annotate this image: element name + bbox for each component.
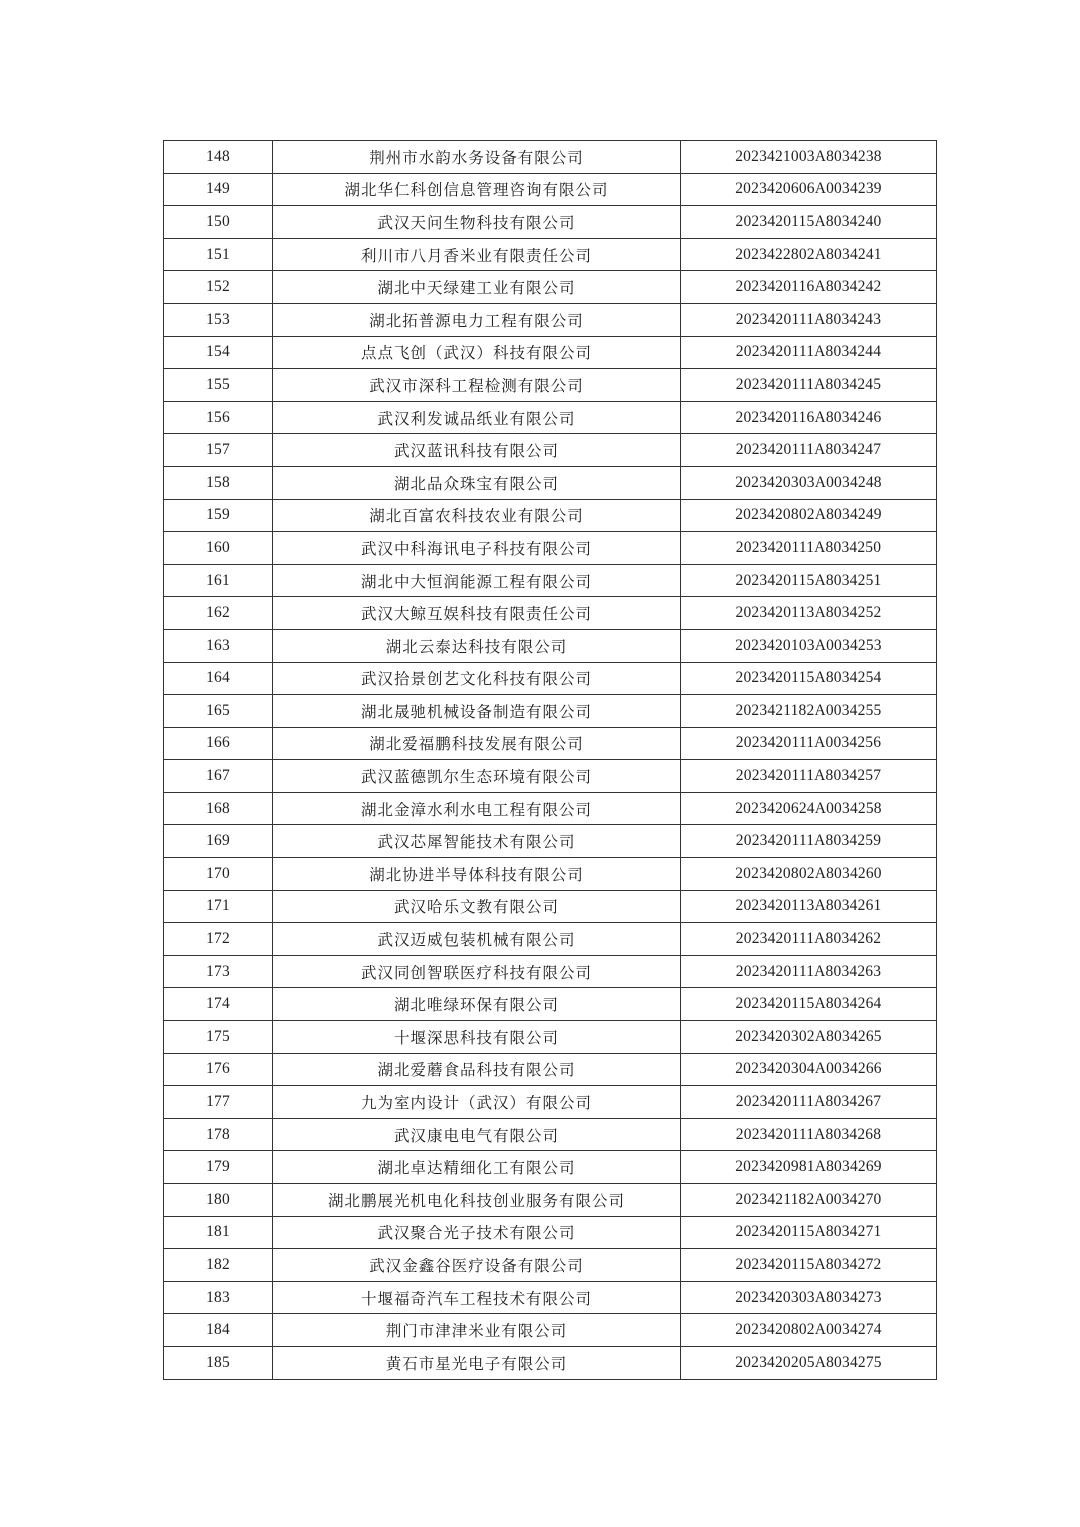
company-name-cell: 武汉市深科工程检测有限公司 <box>273 369 681 402</box>
company-name-cell: 湖北鹏展光机电化科技创业服务有限公司 <box>273 1184 681 1217</box>
row-number-cell: 161 <box>164 564 273 597</box>
company-name-cell: 武汉聚合光子技术有限公司 <box>273 1216 681 1249</box>
company-name-cell: 湖北晟驰机械设备制造有限公司 <box>273 695 681 728</box>
company-name-cell: 湖北唯绿环保有限公司 <box>273 988 681 1021</box>
company-name-cell: 点点飞创（武汉）科技有限公司 <box>273 336 681 369</box>
registration-code-cell: 2023420111A8034268 <box>681 1118 937 1151</box>
registration-code-cell: 2023420103A0034253 <box>681 629 937 662</box>
table-row <box>164 141 937 174</box>
registration-code-cell: 2023420303A8034273 <box>681 1281 937 1314</box>
company-name-cell: 利川市八月香米业有限责任公司 <box>273 238 681 271</box>
registration-code-cell: 2023420111A8034244 <box>681 336 937 369</box>
row-number-cell: 175 <box>164 1021 273 1054</box>
row-number-cell: 184 <box>164 1314 273 1347</box>
registration-code-cell: 2023420115A8034254 <box>681 662 937 695</box>
registration-code-cell: 2023420115A8034271 <box>681 1216 937 1249</box>
registration-code-cell: 2023420111A8034250 <box>681 532 937 565</box>
table-row <box>164 1151 937 1184</box>
table-row <box>164 1281 937 1314</box>
company-name-cell: 武汉同创智联医疗科技有限公司 <box>273 955 681 988</box>
company-name-cell: 武汉拾景创艺文化科技有限公司 <box>273 662 681 695</box>
company-name-cell: 湖北拓普源电力工程有限公司 <box>273 303 681 336</box>
table-row <box>164 532 937 565</box>
registration-code-cell: 2023420115A8034272 <box>681 1249 937 1282</box>
row-number-cell: 149 <box>164 173 273 206</box>
company-name-cell: 湖北爱福鹏科技发展有限公司 <box>273 727 681 760</box>
company-name-cell: 武汉中科海讯电子科技有限公司 <box>273 532 681 565</box>
table-row <box>164 564 937 597</box>
row-number-cell: 163 <box>164 629 273 662</box>
table-row <box>164 499 937 532</box>
table-row <box>164 1216 937 1249</box>
table-row <box>164 1021 937 1054</box>
row-number-cell: 174 <box>164 988 273 1021</box>
row-number-cell: 173 <box>164 955 273 988</box>
row-number-cell: 150 <box>164 206 273 239</box>
company-registry-table <box>163 140 937 1380</box>
row-number-cell: 170 <box>164 858 273 891</box>
table-row <box>164 1249 937 1282</box>
table-row <box>164 597 937 630</box>
table-row <box>164 173 937 206</box>
company-name-cell: 九为室内设计（武汉）有限公司 <box>273 1086 681 1119</box>
table-row <box>164 1346 937 1379</box>
row-number-cell: 155 <box>164 369 273 402</box>
registration-code-cell: 2023420113A8034252 <box>681 597 937 630</box>
table-row <box>164 336 937 369</box>
company-name-cell: 十堰深思科技有限公司 <box>273 1021 681 1054</box>
registration-code-cell: 2023420802A8034249 <box>681 499 937 532</box>
company-name-cell: 武汉天问生物科技有限公司 <box>273 206 681 239</box>
table-row <box>164 858 937 891</box>
table-row <box>164 955 937 988</box>
company-name-cell: 湖北中天绿建工业有限公司 <box>273 271 681 304</box>
registration-code-cell: 2023420113A8034261 <box>681 890 937 923</box>
row-number-cell: 151 <box>164 238 273 271</box>
row-number-cell: 182 <box>164 1249 273 1282</box>
row-number-cell: 171 <box>164 890 273 923</box>
registration-code-cell: 2023420624A0034258 <box>681 792 937 825</box>
row-number-cell: 162 <box>164 597 273 630</box>
registration-code-cell: 2023420111A8034263 <box>681 955 937 988</box>
table-row <box>164 629 937 662</box>
registration-code-cell: 2023420115A8034251 <box>681 564 937 597</box>
registration-code-cell: 2023420115A8034264 <box>681 988 937 1021</box>
registration-code-cell: 2023420981A8034269 <box>681 1151 937 1184</box>
row-number-cell: 167 <box>164 760 273 793</box>
table-row <box>164 662 937 695</box>
registration-code-cell: 2023421182A0034255 <box>681 695 937 728</box>
company-name-cell: 武汉哈乐文教有限公司 <box>273 890 681 923</box>
table-row <box>164 727 937 760</box>
company-name-cell: 武汉大鲸互娱科技有限责任公司 <box>273 597 681 630</box>
company-name-cell: 湖北华仁科创信息管理咨询有限公司 <box>273 173 681 206</box>
table-row <box>164 238 937 271</box>
row-number-cell: 176 <box>164 1053 273 1086</box>
table-row <box>164 369 937 402</box>
registration-code-cell: 2023420115A8034240 <box>681 206 937 239</box>
table-row <box>164 401 937 434</box>
registration-code-cell: 2023420205A8034275 <box>681 1346 937 1379</box>
registration-code-cell: 2023421182A0034270 <box>681 1184 937 1217</box>
registration-code-cell: 2023420111A0034256 <box>681 727 937 760</box>
company-name-cell: 湖北中大恒润能源工程有限公司 <box>273 564 681 597</box>
table-row <box>164 890 937 923</box>
row-number-cell: 164 <box>164 662 273 695</box>
table-row <box>164 695 937 728</box>
row-number-cell: 180 <box>164 1184 273 1217</box>
company-name-cell: 湖北卓达精细化工有限公司 <box>273 1151 681 1184</box>
row-number-cell: 177 <box>164 1086 273 1119</box>
table-row <box>164 271 937 304</box>
table-row <box>164 434 937 467</box>
registration-code-cell: 2023420116A8034246 <box>681 401 937 434</box>
company-name-cell: 湖北品众珠宝有限公司 <box>273 466 681 499</box>
registration-code-cell: 2023420111A8034247 <box>681 434 937 467</box>
registration-code-cell: 2023420304A0034266 <box>681 1053 937 1086</box>
company-name-cell: 湖北百富农科技农业有限公司 <box>273 499 681 532</box>
registration-code-cell: 2023420111A8034243 <box>681 303 937 336</box>
registration-code-cell: 2023420303A0034248 <box>681 466 937 499</box>
company-name-cell: 黄石市星光电子有限公司 <box>273 1346 681 1379</box>
company-name-cell: 十堰福奇汽车工程技术有限公司 <box>273 1281 681 1314</box>
company-name-cell: 武汉蓝德凯尔生态环境有限公司 <box>273 760 681 793</box>
registration-code-cell: 2023420111A8034267 <box>681 1086 937 1119</box>
row-number-cell: 148 <box>164 141 273 174</box>
company-name-cell: 荆州市水韵水务设备有限公司 <box>273 141 681 174</box>
table-row <box>164 1314 937 1347</box>
table-row <box>164 825 937 858</box>
table-row <box>164 1184 937 1217</box>
row-number-cell: 179 <box>164 1151 273 1184</box>
row-number-cell: 157 <box>164 434 273 467</box>
registration-code-cell: 2023420111A8034245 <box>681 369 937 402</box>
row-number-cell: 178 <box>164 1118 273 1151</box>
row-number-cell: 172 <box>164 923 273 956</box>
company-name-cell: 湖北爱蘑食品科技有限公司 <box>273 1053 681 1086</box>
table-row <box>164 303 937 336</box>
row-number-cell: 185 <box>164 1346 273 1379</box>
company-name-cell: 武汉利发诚品纸业有限公司 <box>273 401 681 434</box>
registration-code-cell: 2023420111A8034257 <box>681 760 937 793</box>
company-name-cell: 荆门市津津米业有限公司 <box>273 1314 681 1347</box>
company-name-cell: 武汉迈威包装机械有限公司 <box>273 923 681 956</box>
company-name-cell: 武汉金鑫谷医疗设备有限公司 <box>273 1249 681 1282</box>
row-number-cell: 158 <box>164 466 273 499</box>
registration-code-cell: 2023420116A8034242 <box>681 271 937 304</box>
row-number-cell: 152 <box>164 271 273 304</box>
company-name-cell: 武汉芯犀智能技术有限公司 <box>273 825 681 858</box>
row-number-cell: 154 <box>164 336 273 369</box>
table-row <box>164 1086 937 1119</box>
row-number-cell: 156 <box>164 401 273 434</box>
row-number-cell: 183 <box>164 1281 273 1314</box>
row-number-cell: 166 <box>164 727 273 760</box>
table-row <box>164 206 937 239</box>
registration-code-cell: 2023420802A0034274 <box>681 1314 937 1347</box>
company-name-cell: 武汉康电电气有限公司 <box>273 1118 681 1151</box>
row-number-cell: 181 <box>164 1216 273 1249</box>
table-row <box>164 760 937 793</box>
table-row <box>164 466 937 499</box>
row-number-cell: 153 <box>164 303 273 336</box>
registration-code-cell: 2023420111A8034259 <box>681 825 937 858</box>
registration-code-cell: 2023422802A8034241 <box>681 238 937 271</box>
registration-code-cell: 2023421003A8034238 <box>681 141 937 174</box>
table-row <box>164 923 937 956</box>
registration-code-cell: 2023420606A0034239 <box>681 173 937 206</box>
table-body <box>164 141 937 1380</box>
row-number-cell: 168 <box>164 792 273 825</box>
table-row <box>164 1053 937 1086</box>
registration-code-cell: 2023420111A8034262 <box>681 923 937 956</box>
company-name-cell: 湖北云泰达科技有限公司 <box>273 629 681 662</box>
row-number-cell: 169 <box>164 825 273 858</box>
table-row <box>164 1118 937 1151</box>
company-name-cell: 武汉蓝讯科技有限公司 <box>273 434 681 467</box>
registration-code-cell: 2023420302A8034265 <box>681 1021 937 1054</box>
company-name-cell: 湖北协进半导体科技有限公司 <box>273 858 681 891</box>
row-number-cell: 160 <box>164 532 273 565</box>
table-row <box>164 988 937 1021</box>
company-name-cell: 湖北金漳水利水电工程有限公司 <box>273 792 681 825</box>
row-number-cell: 159 <box>164 499 273 532</box>
row-number-cell: 165 <box>164 695 273 728</box>
registration-code-cell: 2023420802A8034260 <box>681 858 937 891</box>
table-row <box>164 792 937 825</box>
